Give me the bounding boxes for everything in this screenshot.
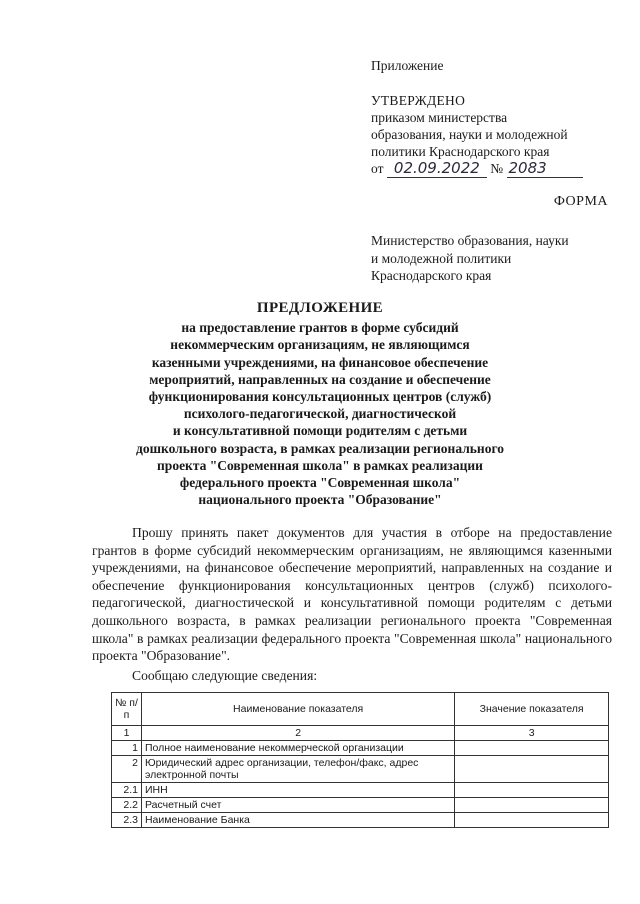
body-paragraph-info: Сообщаю следующие сведения: bbox=[132, 667, 318, 683]
header-number: № п/п bbox=[112, 693, 142, 726]
title-line: и консультативной помощи родителям с детьми bbox=[172, 423, 468, 439]
row-name: Полное наименование некоммерческой организации bbox=[141, 741, 454, 756]
table-row bbox=[112, 756, 609, 783]
form-label: ФОРМА bbox=[553, 194, 608, 209]
table-header-row bbox=[112, 693, 609, 726]
addressee-line-1: Министерство образования, науки bbox=[371, 233, 569, 248]
approval-line-3: политики Краснодарского края bbox=[371, 144, 550, 159]
indicators-table bbox=[111, 692, 609, 828]
row-number: 2.1 bbox=[112, 783, 142, 798]
addressee-line-3: Краснодарского края bbox=[371, 268, 492, 283]
order-number-label: № bbox=[490, 161, 504, 176]
title-line: национального проекта "Образование" bbox=[198, 492, 442, 508]
addressee-line-2: и молодежной политики bbox=[371, 250, 512, 266]
row-name: Наименование Банка bbox=[141, 813, 454, 828]
title-line: мероприятий, направленных на создание и обеспечение bbox=[149, 371, 491, 387]
title-line: на предоставление грантов в форме субсидий bbox=[181, 320, 459, 336]
approved-label: УТВЕРЖДЕНО bbox=[371, 93, 466, 108]
approval-block bbox=[371, 57, 621, 178]
title-line: казенными учреждениями, на финансовое обеспечение bbox=[151, 354, 489, 370]
header-indicator-value: Значение показателя bbox=[455, 693, 609, 726]
title-line: проекта "Современная школа" в рамках реализации bbox=[157, 457, 483, 473]
approval-line-2: образования, науки и молодежной bbox=[371, 127, 568, 142]
table-row bbox=[112, 741, 609, 756]
row-value[interactable] bbox=[455, 741, 609, 756]
row-name: Расчетный счет bbox=[141, 798, 454, 813]
table-row bbox=[112, 798, 609, 813]
order-date-handwritten: 02.09.2022 bbox=[387, 160, 487, 178]
order-from-label: от bbox=[371, 161, 384, 176]
table-numbering-row bbox=[112, 726, 609, 741]
document-title bbox=[110, 300, 530, 508]
numbering-cell: 3 bbox=[455, 726, 609, 741]
addressee-block bbox=[371, 232, 621, 285]
order-number-handwritten: 2083 bbox=[507, 160, 583, 178]
header-indicator-name: Наименование показателя bbox=[141, 693, 454, 726]
appendix-label: Приложение bbox=[371, 58, 444, 73]
title-line: федерального проекта "Современная школа" bbox=[179, 475, 461, 491]
body-text bbox=[92, 524, 612, 684]
numbering-cell: 2 bbox=[141, 726, 454, 741]
row-value[interactable] bbox=[455, 756, 609, 783]
order-line bbox=[371, 160, 621, 178]
row-number: 1 bbox=[112, 741, 142, 756]
row-name: ИНН bbox=[141, 783, 454, 798]
row-number: 2.2 bbox=[112, 798, 142, 813]
row-value[interactable] bbox=[455, 813, 609, 828]
title-line: дошкольного возраста, в рамках реализации регионального bbox=[136, 440, 504, 456]
approval-line-1: приказом министерства bbox=[371, 110, 508, 125]
numbering-cell: 1 bbox=[112, 726, 142, 741]
title-line: психолого-педагогической, диагностической bbox=[183, 406, 457, 422]
table-row bbox=[112, 783, 609, 798]
title-heading: ПРЕДЛОЖЕНИЕ bbox=[256, 300, 384, 316]
row-value[interactable] bbox=[455, 783, 609, 798]
title-line: функционирования консультационных центров (служб) bbox=[148, 389, 492, 405]
row-number: 2.3 bbox=[112, 813, 142, 828]
table-row bbox=[112, 813, 609, 828]
title-line: некоммерческим организациям, не являющимся bbox=[170, 337, 470, 353]
body-paragraph-request: Прошу принять пакет документов для участия в отборе на предоставление грантов в форме субсидий некоммерческим организациям, не являющимся казенными учреждениями, на финансовое обеспечение мероприятий, направленных на создание и обеспечение функционирования консультационных центров (служб) психолого-педагогической, диагностической и консультативной помощи родителям с детьми дошкольного возраста, в рамках реализации регионального проекта "Современная школа" в рамках реализации федерального проекта "Современная школа" национального проекта "Образование". bbox=[92, 525, 612, 664]
row-value[interactable] bbox=[455, 798, 609, 813]
row-number: 2 bbox=[112, 756, 142, 783]
row-name: Юридический адрес организации, телефон/факс, адрес электронной почты bbox=[141, 756, 454, 783]
